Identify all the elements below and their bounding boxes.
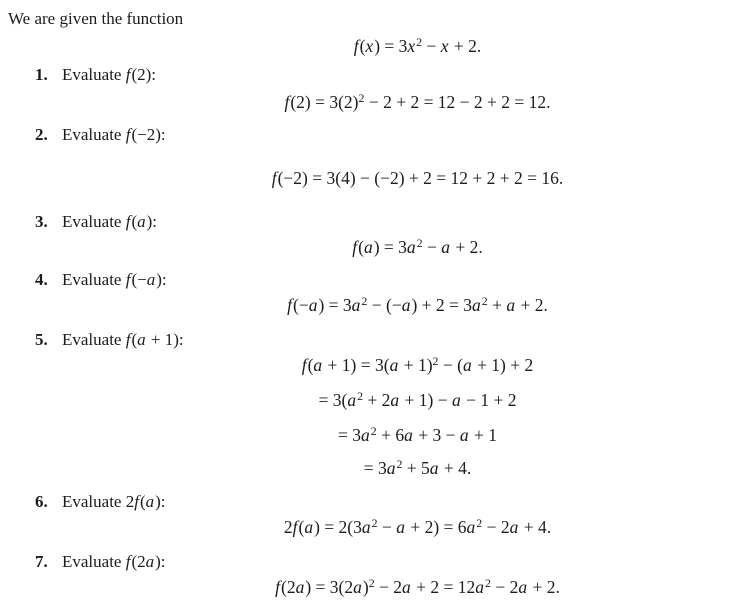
function-definition-equation: $f(x) = 3x^2 - x + 2$. bbox=[353, 35, 482, 56]
item-7-label bbox=[62, 551, 166, 573]
item-2-number: 2. bbox=[35, 125, 48, 144]
item-6-label bbox=[62, 491, 166, 513]
intro-text: We are given the function bbox=[8, 9, 184, 28]
item-6-number: 6. bbox=[35, 492, 48, 511]
item-5-number: 5. bbox=[35, 330, 48, 349]
equation-f-of-a-plus-1-line-1: $f(a + 1) = 3(a + 1)^2 - (a + 1) + 2$ bbox=[301, 354, 534, 375]
item-1-number: 1. bbox=[35, 65, 48, 84]
item-3-label bbox=[62, 211, 157, 233]
list-item-7 bbox=[35, 551, 735, 573]
equation-f-of-a-plus-1-line-3: = $3a^2 + 6a + 3 - a + 1$ bbox=[338, 424, 497, 445]
item-4-label bbox=[62, 269, 167, 291]
equation-f-of-a-plus-1-line-2: = $3(a^2 + 2a + 1) - a - 1 + 2$ bbox=[318, 389, 517, 410]
item-5-target-expression: f(a + 1): bbox=[125, 330, 184, 349]
item-4-target-expression: f(−a): bbox=[125, 270, 167, 289]
item-2-label bbox=[62, 124, 166, 146]
item-2-verb: Evaluate bbox=[62, 125, 122, 144]
item-7-number: 7. bbox=[35, 552, 48, 571]
equation-f-of-minus-a: $f(-a) = 3a^2 - (-a) + 2 = 3a^2 + a + 2$. bbox=[287, 294, 548, 315]
equation-f-of-2a: $f(2a) = 3(2a)^2 - 2a + 2 = 12a^2 - 2a + 2$. bbox=[275, 576, 560, 597]
item-4-verb: Evaluate bbox=[62, 270, 122, 289]
equation-f-of-minus-2: f(−2) = 3(4) − (−2) + 2 = 12 + 2 + 2 = 16. bbox=[271, 168, 564, 188]
list-item-4 bbox=[35, 269, 735, 291]
math-worksheet-document bbox=[0, 8, 735, 605]
item-3-target-expression: f(a): bbox=[125, 212, 158, 231]
item-5-verb: Evaluate bbox=[62, 330, 122, 349]
item-5-label bbox=[62, 329, 184, 351]
equation-2-f-of-a: $2f(a) = 2(3a^2 - a + 2) = 6a^2 - 2a + 4$. bbox=[283, 516, 552, 537]
item-7-verb: Evaluate bbox=[62, 552, 122, 571]
equation-f-of-a: $f(a) = 3a^2 - a + 2$. bbox=[352, 236, 483, 257]
list-item-6 bbox=[35, 491, 735, 513]
item-3-number: 3. bbox=[35, 212, 48, 231]
item-1-label bbox=[62, 64, 156, 86]
equation-f-of-2: $f(2) = 3(2)^2 - 2 + 2 = 12 - 2 + 2 = 12$. bbox=[284, 91, 551, 112]
list-item-5 bbox=[35, 329, 735, 351]
item-6-target-expression: 2f(a): bbox=[125, 492, 166, 511]
item-4-number: 4. bbox=[35, 270, 48, 289]
list-item-3 bbox=[35, 211, 735, 233]
item-1-verb: Evaluate bbox=[62, 65, 122, 84]
item-1-target-expression: f(2): bbox=[125, 65, 156, 84]
item-7-target-expression: f(2a): bbox=[125, 552, 166, 571]
item-6-verb: Evaluate bbox=[62, 492, 122, 511]
list-item-1 bbox=[35, 64, 735, 86]
list-item-2 bbox=[35, 124, 735, 146]
item-2-target-expression: f(−2): bbox=[125, 125, 166, 144]
item-3-verb: Evaluate bbox=[62, 212, 122, 231]
equation-f-of-a-plus-1-line-4: = $3a^2 + 5a + 4$. bbox=[363, 457, 472, 478]
